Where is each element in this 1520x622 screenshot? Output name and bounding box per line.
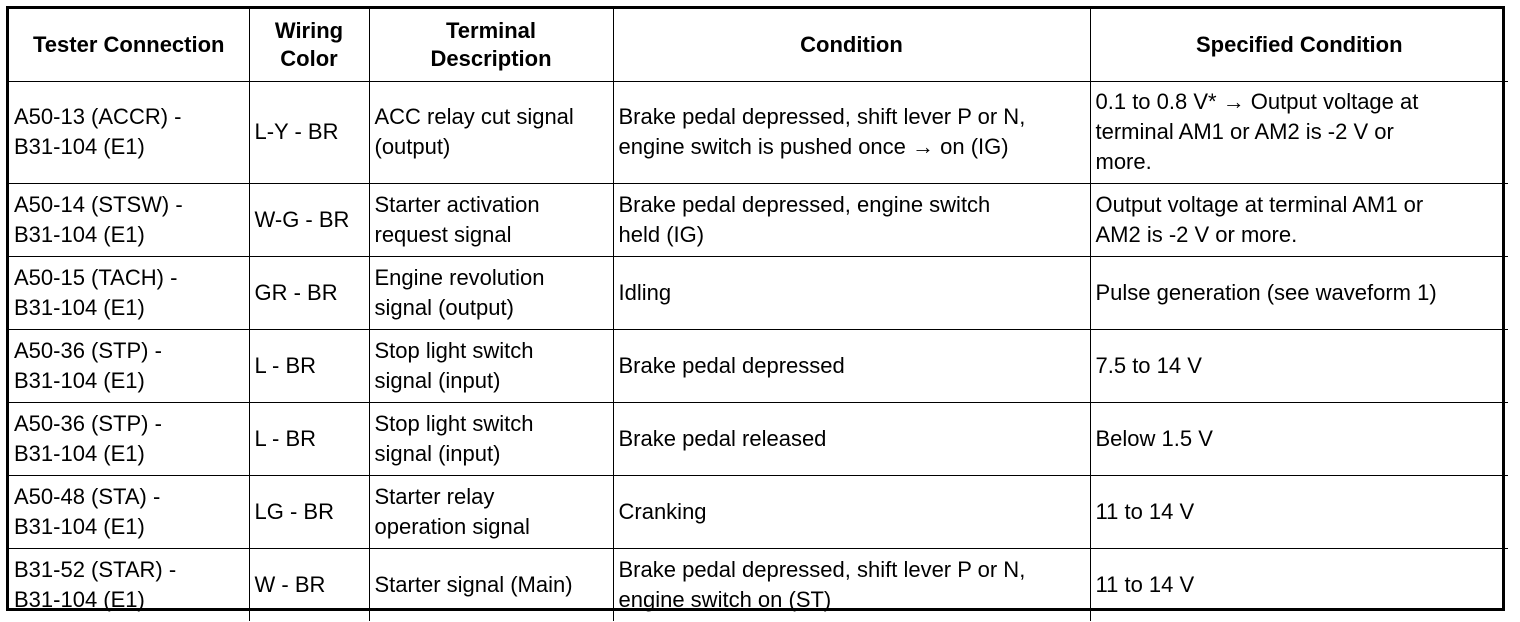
cell-terminal-description [369, 256, 613, 329]
header-condition-line: Condition [800, 31, 903, 57]
cell-line: Brake pedal depressed, shift lever P or N, [618, 104, 1026, 129]
cell-line: A50-36 (STP) - [14, 410, 162, 436]
cell-wiring-color [249, 329, 369, 402]
cell-line: A50-15 (TACH) - [14, 264, 178, 290]
cell-tester-connection [9, 183, 249, 256]
header-specified-condition-line: Specified Condition [1195, 31, 1403, 57]
cell-line: AM2 is -2 V or more. [1095, 221, 1298, 247]
table-row [9, 183, 1508, 256]
tester-connection-table-frame [6, 6, 1505, 611]
cell-line: Stop light switch [374, 410, 534, 436]
cell-tester-connection [9, 548, 249, 621]
header-terminal-description-line: Description [430, 45, 552, 71]
cell-line: Output voltage at terminal AM1 or [1095, 191, 1424, 217]
cell-specified-condition [1090, 256, 1508, 329]
header-tester-connection [9, 9, 249, 81]
cell-condition [613, 183, 1090, 256]
header-wiring-color-line: Color [280, 45, 338, 71]
cell-line: B31-104 (E1) [14, 586, 145, 612]
cell-line: B31-104 (E1) [14, 221, 145, 247]
cell-line: more. [1095, 149, 1152, 174]
cell-line: L - BR [254, 425, 317, 451]
cell-line: L-Y - BR [254, 119, 339, 144]
tester-connection-table [9, 9, 1508, 621]
cell-line: held (IG) [618, 221, 705, 247]
cell-tester-connection [9, 81, 249, 183]
table-row [9, 81, 1508, 183]
cell-condition [613, 548, 1090, 621]
cell-line: ACC relay cut signal [374, 104, 574, 129]
cell-line: signal (input) [374, 440, 501, 466]
header-wiring-color [249, 9, 369, 81]
cell-line: A50-14 (STSW) - [14, 191, 183, 217]
cell-terminal-description [369, 81, 613, 183]
cell-wiring-color [249, 475, 369, 548]
cell-line: engine switch is pushed once → on (IG) [618, 134, 1009, 159]
header-specified-condition [1090, 9, 1508, 81]
cell-line: B31-104 (E1) [14, 440, 145, 466]
cell-line: 0.1 to 0.8 V* → Output voltage at [1095, 89, 1419, 114]
cell-line: Starter relay [374, 483, 495, 509]
cell-specified-condition [1090, 183, 1508, 256]
cell-line: Brake pedal released [618, 425, 827, 451]
cell-line: W-G - BR [254, 206, 350, 232]
cell-tester-connection [9, 402, 249, 475]
cell-line: Brake pedal depressed, shift lever P or N, [618, 556, 1026, 582]
cell-specified-condition [1090, 329, 1508, 402]
cell-line: B31-104 (E1) [14, 513, 145, 539]
header-terminal-description [369, 9, 613, 81]
cell-line: signal (input) [374, 367, 501, 393]
table-row [9, 256, 1508, 329]
cell-terminal-description [369, 475, 613, 548]
cell-line: Below 1.5 V [1095, 425, 1213, 451]
cell-terminal-description [369, 183, 613, 256]
cell-line: B31-104 (E1) [14, 367, 145, 393]
cell-line: Brake pedal depressed [618, 352, 845, 378]
cell-line: Brake pedal depressed, engine switch [618, 191, 991, 217]
header-wiring-color-line: Wiring [274, 17, 344, 43]
cell-specified-condition [1090, 81, 1508, 183]
cell-line: 11 to 14 V [1095, 498, 1195, 524]
cell-terminal-description [369, 329, 613, 402]
cell-line: LG - BR [254, 498, 334, 524]
cell-wiring-color [249, 81, 369, 183]
table-row [9, 548, 1508, 621]
cell-terminal-description [369, 402, 613, 475]
cell-line: Engine revolution [374, 264, 545, 290]
cell-line: Starter signal (Main) [374, 571, 573, 597]
cell-terminal-description [369, 548, 613, 621]
cell-specified-condition [1090, 402, 1508, 475]
cell-condition [613, 329, 1090, 402]
cell-line: B31-104 (E1) [14, 134, 145, 159]
cell-specified-condition [1090, 548, 1508, 621]
cell-line: operation signal [374, 513, 530, 539]
cell-wiring-color [249, 402, 369, 475]
header-terminal-description-line: Terminal [445, 17, 537, 43]
cell-condition [613, 402, 1090, 475]
cell-wiring-color [249, 548, 369, 621]
cell-line: engine switch on (ST) [618, 586, 832, 612]
cell-line: 11 to 14 V [1095, 571, 1195, 597]
table-row [9, 329, 1508, 402]
cell-condition [613, 475, 1090, 548]
header-condition [613, 9, 1090, 81]
cell-line: signal (output) [374, 294, 514, 320]
cell-line: Stop light switch [374, 337, 534, 363]
cell-line: B31-104 (E1) [14, 294, 145, 320]
cell-line: GR - BR [254, 279, 338, 305]
cell-line: request signal [374, 221, 512, 247]
cell-line: Cranking [618, 498, 707, 524]
cell-line: Idling [618, 279, 672, 305]
cell-tester-connection [9, 256, 249, 329]
cell-line: terminal AM1 or AM2 is -2 V or [1095, 119, 1394, 144]
cell-wiring-color [249, 183, 369, 256]
cell-line: (output) [374, 134, 451, 159]
table-row [9, 475, 1508, 548]
cell-line: L - BR [254, 352, 317, 378]
cell-line: Starter activation [374, 191, 540, 217]
cell-line: Pulse generation (see waveform 1) [1095, 279, 1437, 305]
cell-line: A50-48 (STA) - [14, 483, 161, 509]
cell-line: A50-13 (ACCR) - [14, 104, 182, 129]
cell-line: W - BR [254, 571, 326, 597]
cell-line: A50-36 (STP) - [14, 337, 162, 363]
cell-line: B31-52 (STAR) - [14, 556, 177, 582]
table-row [9, 402, 1508, 475]
cell-specified-condition [1090, 475, 1508, 548]
header-tester-connection-line: Tester Connection [32, 31, 225, 57]
cell-condition [613, 256, 1090, 329]
cell-line: 7.5 to 14 V [1095, 352, 1202, 378]
cell-tester-connection [9, 475, 249, 548]
cell-condition [613, 81, 1090, 183]
cell-wiring-color [249, 256, 369, 329]
cell-tester-connection [9, 329, 249, 402]
table-header-row [9, 9, 1508, 81]
